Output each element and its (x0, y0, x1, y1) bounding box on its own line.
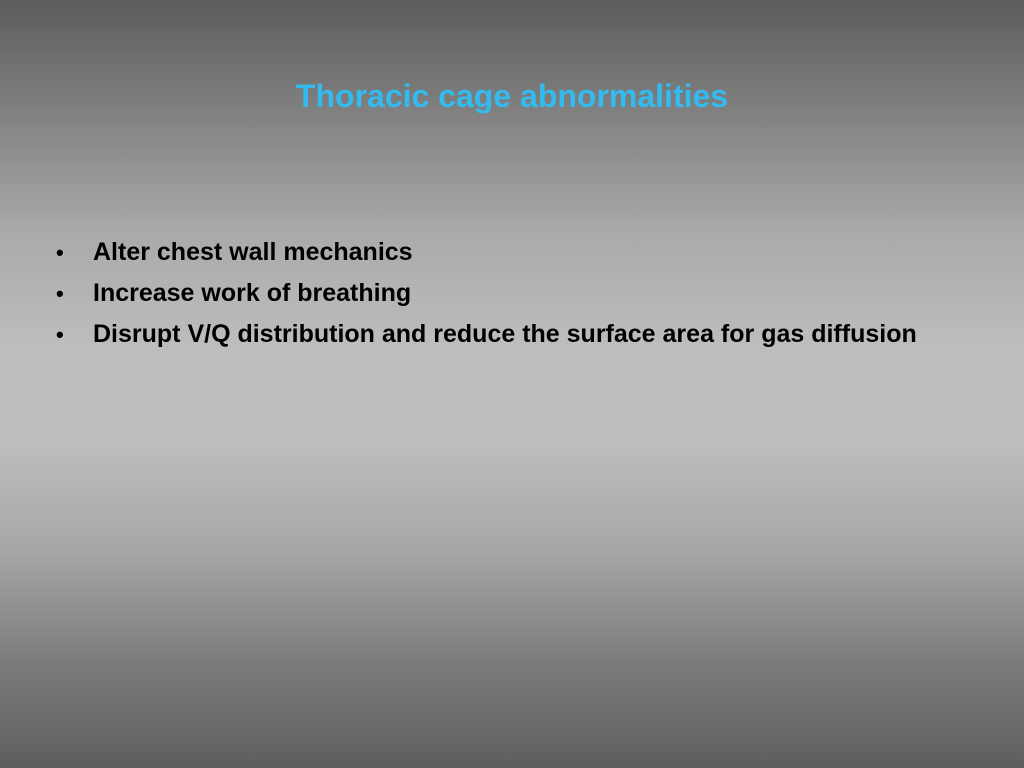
bullet-text: Increase work of breathing (93, 279, 412, 307)
bullet-item (56, 318, 956, 351)
bullet-text: Alter chest wall mechanics (93, 238, 413, 266)
bullet-icon: • (56, 281, 64, 306)
slide-title: Thoracic cage abnormalities (295, 78, 729, 114)
bullet-icon: • (56, 322, 64, 347)
bullet-icon: • (56, 240, 64, 265)
bullet-text: Disrupt V/Q distribution and reduce the surface area for gas diffusion (93, 320, 917, 348)
bullet-item (56, 236, 956, 269)
bullet-item (56, 277, 956, 310)
bullet-list (56, 236, 956, 359)
